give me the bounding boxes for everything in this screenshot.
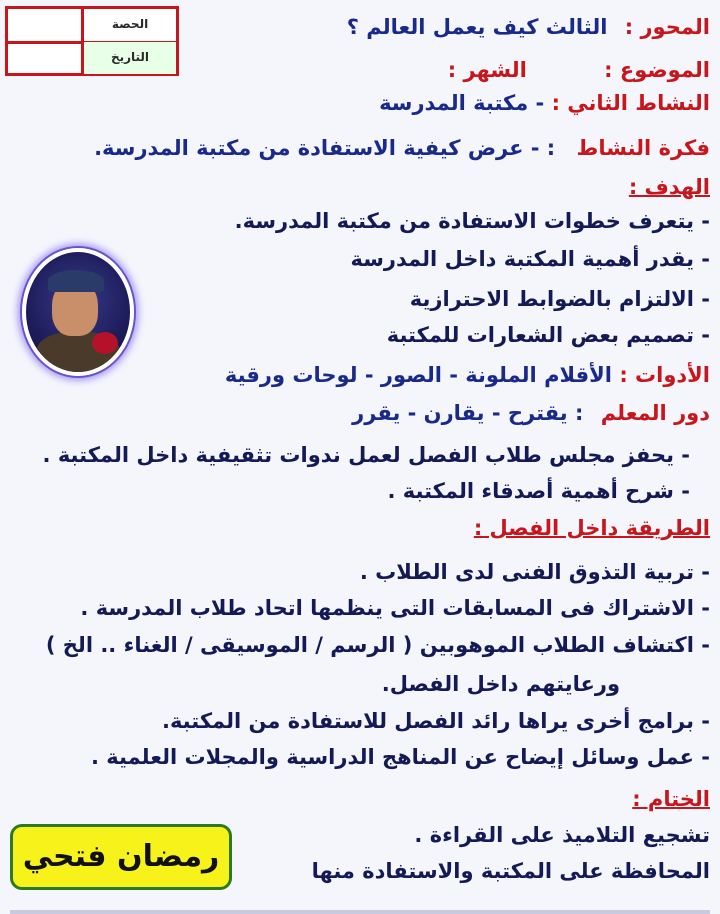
signature-box: رمضان فتحي [10, 824, 232, 890]
idea-label: فكرة النشاط [576, 136, 710, 160]
goal-item-2: - يقدر أهمية المكتبة داخل المدرسة [350, 247, 710, 271]
method-item-1: - تربية التذوق الفنى لدى الطلاب . [359, 560, 710, 584]
axis-line [10, 12, 710, 42]
period-label: الحصة [81, 9, 176, 41]
goal-item-1: - يتعرف خطوات الاستفادة من مكتبة المدرسة. [234, 209, 710, 233]
goal-item-4: - تصميم بعض الشعارات للمكتبة [386, 323, 710, 347]
activity-label: النشاط الثاني : [551, 91, 710, 115]
tools-value: الأقلام الملونة - الصور - لوحات ورقية [224, 363, 612, 387]
teacher-role-item-2: - شرح أهمية أصدقاء المكتبة . [387, 479, 690, 503]
activity-value: - مكتبة المدرسة [379, 91, 545, 115]
idea-value: : - عرض كيفية الاستفادة من مكتبة المدرسة. [94, 136, 556, 160]
month-label: الشهر : [447, 58, 527, 82]
method-item-2: - الاشتراك فى المسابقات التى ينظمها اتحاد طلاب المدرسة . [80, 596, 710, 620]
axis-label: المحور : [624, 15, 710, 39]
rose-icon [92, 332, 118, 354]
goal-item-3: - الالتزام بالضوابط الاحترازية [409, 287, 710, 311]
teacher-role-line [10, 398, 710, 428]
teacher-role-label: دور المعلم [600, 401, 710, 425]
bottom-divider [10, 910, 710, 914]
axis-value: الثالث كيف يعمل العالم ؟ [346, 15, 608, 39]
avatar [22, 248, 134, 376]
teacher-role-item-1: - يحفز مجلس طلاب الفصل لعمل ندوات تثقيفية داخل المكتبة . [42, 443, 690, 467]
method-heading: الطريقة داخل الفصل : [473, 516, 710, 540]
date-label: التاريخ [81, 42, 176, 74]
topic-line [10, 55, 710, 85]
closing-item-1: تشجيع التلاميذ على القراءة . [414, 823, 710, 847]
avatar-cap [48, 270, 104, 292]
method-item-5: - عمل وسائل إيضاح عن المناهج الدراسية والمجلات العلمية . [91, 745, 710, 769]
teacher-role-value: : يقترح - يقارن - يقرر [352, 401, 584, 425]
method-item-3: - اكتشاف الطلاب الموهوبين ( الرسم / الموسيقى / الغناء .. الخ ) [45, 633, 710, 657]
idea-line [10, 133, 710, 163]
goals-heading: الهدف : [628, 175, 710, 199]
topic-label: الموضوع : [604, 58, 710, 82]
tools-label: الأدوات : [619, 363, 710, 387]
closing-heading: الختام : [632, 787, 710, 811]
closing-item-2: المحافظة على المكتبة والاستفادة منها [311, 859, 710, 883]
tools-line [10, 360, 710, 390]
method-item-3-cont: ورعايتهم داخل الفصل. [381, 672, 620, 696]
method-item-4: - برامج أخرى يراها رائد الفصل للاستفادة من المكتبة. [161, 709, 710, 733]
activity-line [10, 88, 710, 118]
